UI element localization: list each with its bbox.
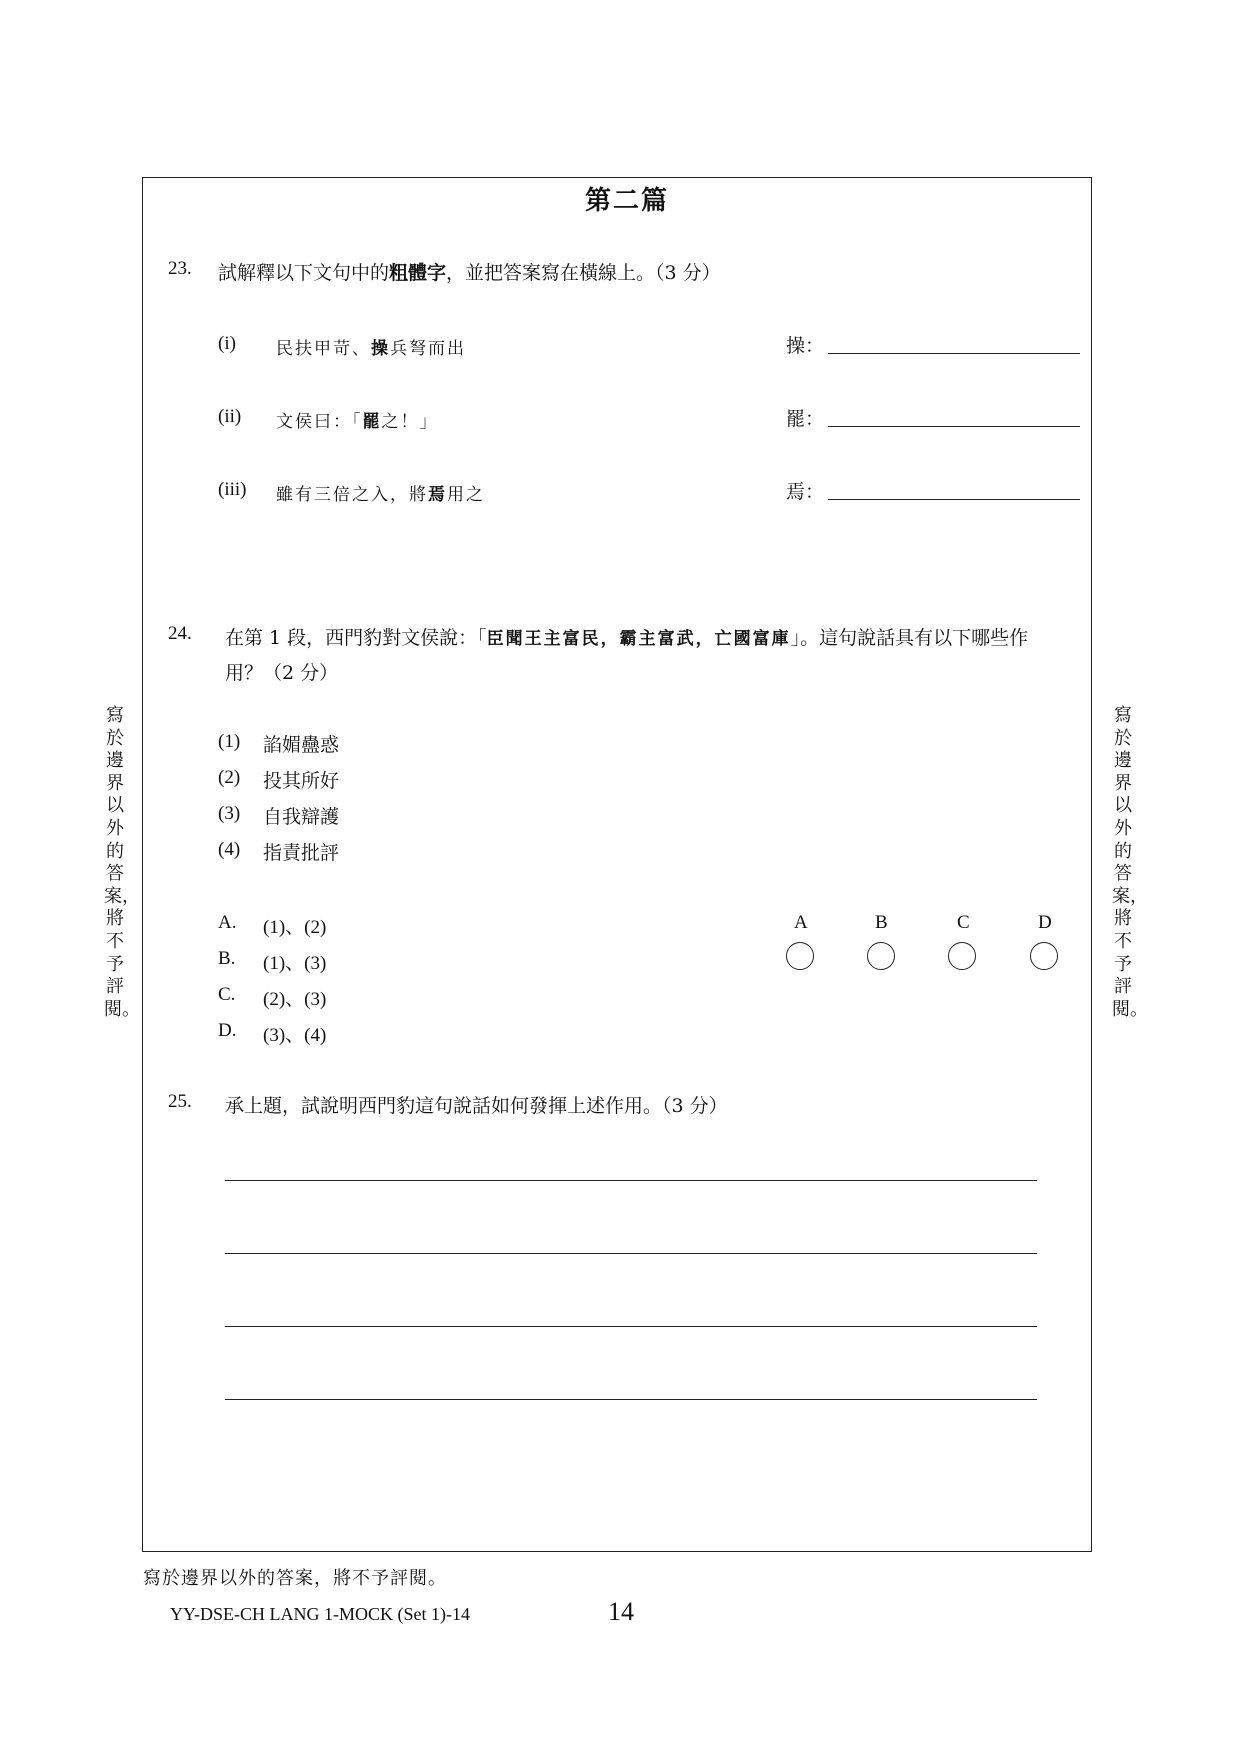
q23-item-label: (ii)	[218, 406, 242, 427]
q25-answer-line-4[interactable]	[225, 1399, 1037, 1400]
footer-code: YY-DSE-CH LANG 1-MOCK (Set 1)-14	[170, 1604, 470, 1624]
q24-statement-text: 指責批評	[263, 842, 340, 864]
answer-bubble-b[interactable]	[867, 942, 895, 970]
right-margin-note: 寫於邊界以外的答案，將不予評閱。	[1112, 705, 1148, 1020]
bubble-label-a: A	[794, 912, 808, 933]
q25-number: 25.	[168, 1091, 192, 1112]
bubble-label-d: D	[1038, 912, 1052, 933]
q23-answer-label: 焉：	[786, 481, 825, 503]
q23-answer-line-i[interactable]	[828, 353, 1080, 354]
q24-option-letter: D.	[218, 1020, 237, 1041]
footer-note: 寫於邊界以外的答案，將不予評閱。	[143, 1568, 447, 1589]
q24-statement-text: 自我辯護	[263, 806, 340, 828]
section-title: 第二篇	[585, 186, 670, 216]
q24-statement-text: 諂媚蠱惑	[263, 734, 340, 756]
q24-option-text: (3)、(4)	[263, 1025, 327, 1046]
q23-item-text: 文侯曰：「罷之！」	[276, 412, 439, 432]
bubble-label-c: C	[957, 912, 970, 933]
q24-prompt-line1: 在第 1 段，西門豹對文侯說：「臣聞王主富民，霸主富武，亡國富庫」。這句說話具有以下哪些作	[225, 627, 1029, 649]
q23-item-label: (i)	[218, 333, 236, 354]
q23-item-text: 雖有三倍之入，將焉用之	[276, 485, 485, 505]
answer-bubble-c[interactable]	[948, 942, 976, 970]
q24-statement-label: (1)	[218, 731, 241, 752]
q24-option-letter: A.	[218, 912, 237, 933]
bubble-label-b: B	[875, 912, 888, 933]
q24-statement-text: 投其所好	[263, 770, 340, 792]
q25-answer-line-2[interactable]	[225, 1253, 1037, 1254]
q23-answer-line-iii[interactable]	[828, 499, 1080, 500]
q24-option-text: (2)、(3)	[263, 989, 327, 1010]
q23-number: 23.	[168, 258, 192, 279]
q23-answer-label: 操：	[786, 335, 825, 357]
q24-statement-label: (4)	[218, 839, 241, 860]
q24-option-text: (1)、(2)	[263, 917, 327, 938]
q23-answer-line-ii[interactable]	[828, 426, 1080, 427]
q25-prompt: 承上題，試說明西門豹這句說話如何發揮上述作用。（3 分）	[225, 1095, 728, 1117]
q24-prompt-line2: 用？（2 分）	[225, 662, 339, 684]
q23-item-label: (iii)	[218, 479, 247, 500]
answer-bubble-a[interactable]	[786, 942, 814, 970]
q23-item-text: 民扶甲苛、操兵弩而出	[276, 339, 466, 359]
q24-option-letter: C.	[218, 984, 236, 1005]
q24-option-letter: B.	[218, 948, 236, 969]
q24-statement-label: (2)	[218, 767, 241, 788]
page-number: 14	[608, 1597, 634, 1626]
q24-number: 24.	[168, 623, 192, 644]
q24-statement-label: (3)	[218, 803, 241, 824]
q23-prompt: 試解釋以下文句中的粗體字，並把答案寫在橫線上。（3 分）	[218, 262, 721, 284]
left-margin-note: 寫於邊界以外的答案，將不予評閱。	[104, 705, 140, 1020]
answer-bubble-d[interactable]	[1030, 942, 1058, 970]
q23-answer-label: 罷：	[786, 408, 825, 430]
q25-answer-line-1[interactable]	[225, 1180, 1037, 1181]
q25-answer-line-3[interactable]	[225, 1326, 1037, 1327]
q24-option-text: (1)、(3)	[263, 953, 327, 974]
